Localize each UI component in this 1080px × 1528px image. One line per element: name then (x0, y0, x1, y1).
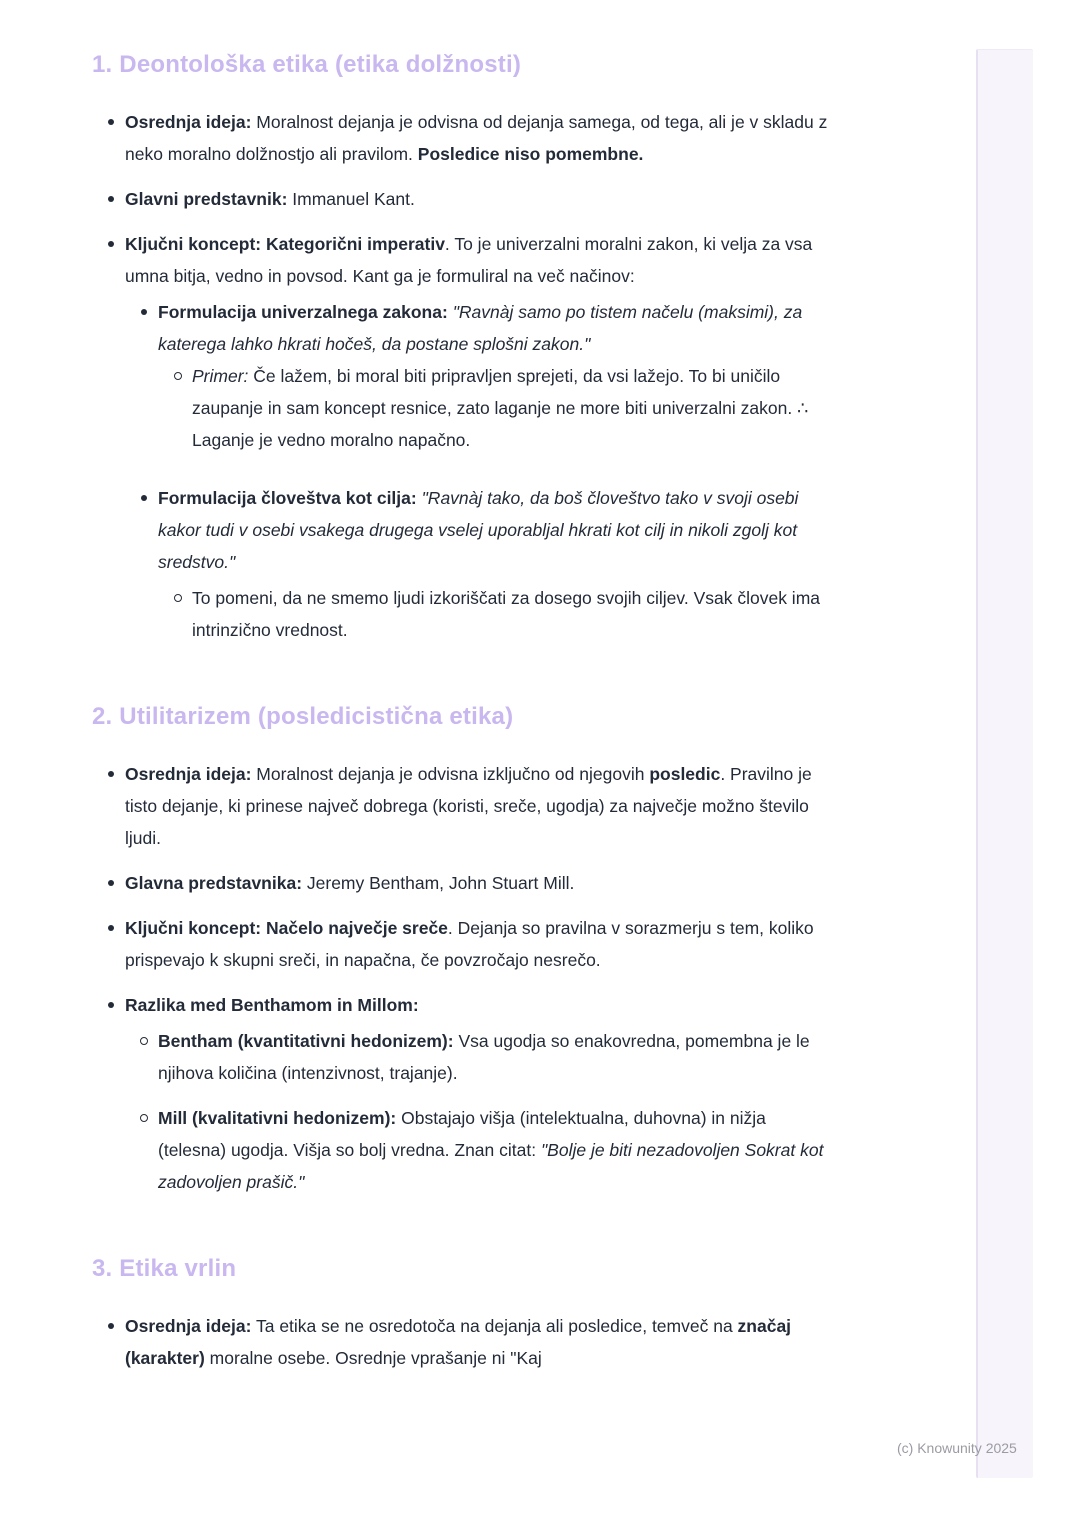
list-item-text: Razlika med Benthamom in Millom: (125, 995, 419, 1015)
side-stripe (976, 49, 1033, 1478)
list-item-text: Osrednja ideja: Moralnost dejanja je odvisna od dejanja samega, od tega, ali je v skladu z neko moralno dolžnostjo ali pravilom. Posledice niso pomembne. (125, 112, 828, 164)
disc-bullet-icon (104, 758, 125, 854)
list-item (92, 228, 837, 292)
list-item (92, 1025, 837, 1089)
disc-bullet-icon (104, 228, 125, 292)
list-item-text: Osrednja ideja: Ta etika se ne osredotoča na dejanja ali posledice, temveč na značaj (karakter) moralne osebe. Osrednje vprašanje ni "Kaj (125, 1316, 792, 1368)
circle-bullet-icon (137, 1025, 158, 1089)
list-item (92, 183, 837, 215)
list-item-text: Ključni koncept: Kategorični imperativ. To je univerzalni moralni zakon, ki velja za vsa umna bitja, vedno in povsod. Kant ga je formuliral na več načinov: (125, 234, 813, 286)
disc-bullet-icon (137, 296, 158, 360)
list-item (92, 867, 837, 899)
circle-bullet-icon (171, 360, 192, 456)
disc-bullet-icon (104, 867, 125, 899)
list-item-text: Primer: Če lažem, bi moral biti pripravljen sprejeti, da vsi lažejo. To bi uničilo zaupanje in sam koncept resnice, zato laganje ne more biti univerzalni zakon. ∴ Laganje je vedno moralno napačno. (192, 366, 809, 450)
disc-bullet-icon (137, 482, 158, 578)
circle-bullet-icon (171, 582, 192, 646)
circle-bullet-icon (137, 1102, 158, 1198)
watermark: (c) Knowunity 2025 (897, 1440, 1017, 1456)
list-item-text: Formulacija univerzalnega zakona: "Ravnàj samo po tistem načelu (maksimi), za katerega lahko hkrati hočeš, da postane splošni zakon." (158, 302, 803, 354)
list-item-text: Osrednja ideja: Moralnost dejanja je odvisna izključno od njegovih posledic. Pravilno je tisto dejanje, ki prinese največ dobrega (koristi, sreče, ugodja) za največje možno število ljudi. (125, 764, 812, 848)
list-item-text: Glavni predstavnik: Immanuel Kant. (125, 189, 415, 209)
section-title-1: 1. Deontološka etika (etika dolžnosti) (92, 51, 522, 78)
list-item-text: Mill (kvalitativni hedonizem): Obstajajo višja (intelektualna, duhovna) in nižja (telesna) ugodja. Višja so bolj vredna. Znan citat: "Bolje je biti nezadovoljen Sokrat kot zadovoljen prašič." (158, 1108, 824, 1192)
section-title-2: 2. Utilitarizem (posledicistična etika) (92, 703, 514, 730)
disc-bullet-icon (104, 912, 125, 976)
list-item-text: Bentham (kvantitativni hedonizem): Vsa ugodja so enakovredna, pomembna je le njihova količina (intenzivnost, trajanje). (158, 1031, 810, 1083)
disc-bullet-icon (104, 989, 125, 1021)
list-item (92, 1310, 837, 1374)
list-item (92, 1102, 837, 1198)
list-item (92, 360, 837, 456)
list-item (92, 912, 837, 976)
list-item (92, 989, 837, 1021)
list-item-text: Ključni koncept: Načelo največje sreče. Dejanja so pravilna v sorazmerju s tem, koliko prispevajo k skupni sreči, in napačna, če povzročajo nesrečo. (125, 918, 814, 970)
list-item-text: Glavna predstavnika: Jeremy Bentham, John Stuart Mill. (125, 873, 575, 893)
list-item (92, 582, 837, 646)
list-item-text: Formulacija človeštva kot cilja: "Ravnàj tako, da boš človeštvo tako v svoji osebi kakor tudi v osebi vsakega drugega vselej uporabljal hkrati kot cilj in nikoli zgolj kot sredstvo." (158, 488, 799, 572)
section-title-3: 3. Etika vrlin (92, 1255, 237, 1282)
disc-bullet-icon (104, 1310, 125, 1374)
disc-bullet-icon (104, 106, 125, 170)
list-item (92, 106, 837, 170)
disc-bullet-icon (104, 183, 125, 215)
list-item (92, 296, 837, 360)
list-item (92, 482, 837, 578)
list-item-text: To pomeni, da ne smemo ljudi izkoriščati za dosego svojih ciljev. Vsak človek ima intrinzično vrednost. (192, 588, 821, 640)
list-item (92, 758, 837, 854)
